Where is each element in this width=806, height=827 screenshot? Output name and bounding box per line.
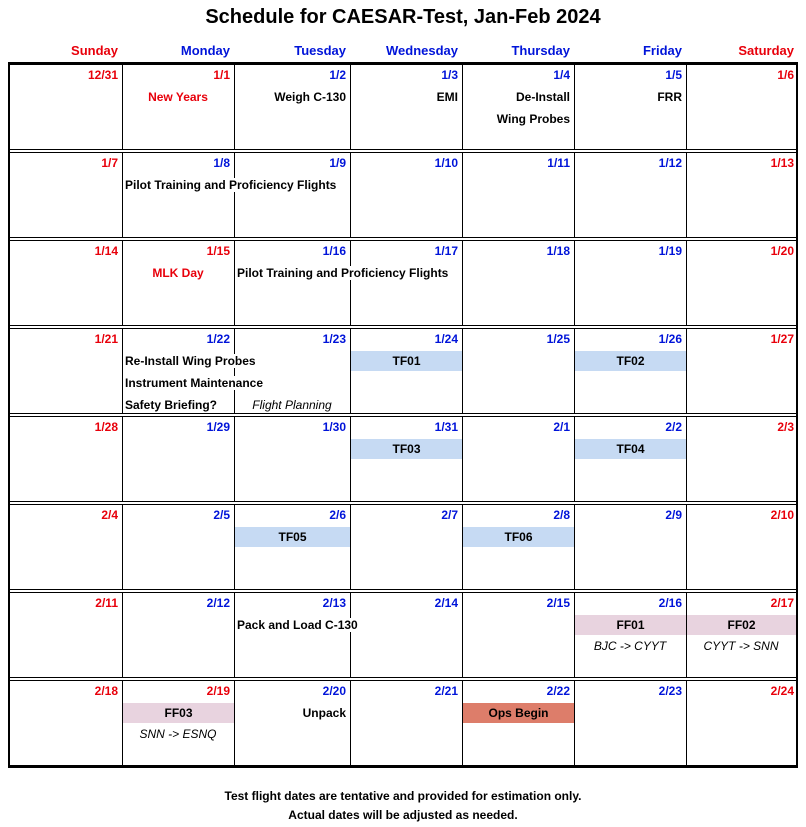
event-pack-and-load: Pack and Load C-130 <box>237 618 358 632</box>
day-number: 2/6 <box>329 508 346 522</box>
event-emi: EMI <box>436 90 458 104</box>
day-number: 2/8 <box>553 508 570 522</box>
day-number: 2/20 <box>322 684 346 698</box>
day-number: 1/28 <box>94 420 118 434</box>
day-number: 1/1 <box>213 68 230 82</box>
flight-bar-ff03: FF03 <box>123 703 234 723</box>
day-number: 2/10 <box>770 508 794 522</box>
day-header-saturday: Saturday <box>738 43 794 58</box>
event-mlk-day: MLK Day <box>152 266 204 280</box>
event-unpack: Unpack <box>302 706 346 720</box>
event-pilot-training: Pilot Training and Proficiency Flights <box>237 266 449 280</box>
page-title: Schedule for CAESAR-Test, Jan-Feb 2024 <box>205 6 601 28</box>
flight-bar-tf06: TF06 <box>463 527 574 547</box>
day-number: 2/21 <box>434 684 458 698</box>
day-number: 2/18 <box>94 684 118 698</box>
footer-note-line1: Test flight dates are tentative and provided for estimation only. <box>224 789 582 803</box>
event-weigh-c130: Weigh C-130 <box>274 90 346 104</box>
flight-bar-ff01: FF01 <box>575 615 686 635</box>
day-number: 2/17 <box>770 596 794 610</box>
day-number: 2/2 <box>665 420 682 434</box>
day-number: 2/9 <box>665 508 682 522</box>
day-header-friday: Friday <box>642 43 682 58</box>
day-number: 1/29 <box>206 420 230 434</box>
day-number: 1/8 <box>213 156 230 170</box>
day-number: 1/18 <box>546 244 570 258</box>
day-header-monday: Monday <box>180 43 230 58</box>
day-number: 1/24 <box>434 332 458 346</box>
flight-bar-tf01: TF01 <box>351 351 462 371</box>
event-instrument-maintenance: Instrument Maintenance <box>125 376 264 390</box>
day-number: 1/2 <box>329 68 346 82</box>
event-new-years: New Years <box>148 90 208 104</box>
day-number: 1/9 <box>329 156 346 170</box>
day-header-thursday: Thursday <box>511 43 570 58</box>
event-deinstall-wing-probes: Wing Probes <box>496 112 570 126</box>
flight-bar-tf02: TF02 <box>575 351 686 371</box>
day-number: 1/30 <box>322 420 346 434</box>
calendar-grid <box>8 62 798 768</box>
day-number: 1/12 <box>658 156 682 170</box>
week-row <box>10 152 796 238</box>
day-number: 1/7 <box>101 156 118 170</box>
event-flight-planning: Flight Planning <box>252 398 332 412</box>
event-reinstall-wing-probes: Re-Install Wing Probes <box>125 354 256 368</box>
week-row <box>10 680 796 766</box>
day-number: 1/15 <box>206 244 230 258</box>
event-safety-briefing: Safety Briefing? <box>125 398 218 412</box>
day-number: 1/4 <box>553 68 570 82</box>
day-number: 1/6 <box>777 68 794 82</box>
day-number: 2/11 <box>95 596 118 610</box>
day-number: 1/22 <box>206 332 230 346</box>
day-number: 1/3 <box>441 68 458 82</box>
day-number: 2/22 <box>546 684 570 698</box>
route-ff02: CYYT -> SNN <box>703 639 779 653</box>
flight-bar-tf04: TF04 <box>575 439 686 459</box>
day-number: 2/19 <box>206 684 230 698</box>
day-number: 1/25 <box>546 332 570 346</box>
footer-note-line2: Actual dates will be adjusted as needed. <box>288 808 518 822</box>
day-number: 1/5 <box>665 68 682 82</box>
event-frr: FRR <box>657 90 682 104</box>
day-number: 1/20 <box>770 244 794 258</box>
day-header-sunday: Sunday <box>71 43 118 58</box>
day-number: 2/24 <box>770 684 794 698</box>
day-number: 1/31 <box>434 420 458 434</box>
week-row <box>10 328 796 414</box>
event-deinstall: De-Install <box>515 90 570 104</box>
day-number: 1/21 <box>94 332 118 346</box>
day-number: 1/23 <box>322 332 346 346</box>
day-header-wednesday: Wednesday <box>385 43 458 58</box>
day-number: 2/5 <box>213 508 230 522</box>
route-ff01: BJC -> CYYT <box>593 639 667 653</box>
week-row <box>10 592 796 678</box>
day-number: 1/27 <box>770 332 794 346</box>
day-number: 2/12 <box>206 596 230 610</box>
day-number: 1/17 <box>434 244 458 258</box>
day-number: 2/1 <box>553 420 570 434</box>
ops-begin-bar: Ops Begin <box>463 703 574 723</box>
day-number: 1/14 <box>94 244 118 258</box>
week-row <box>10 64 796 150</box>
day-number: 1/19 <box>658 244 682 258</box>
day-number: 2/14 <box>434 596 458 610</box>
day-number: 1/11 <box>547 156 570 170</box>
day-number: 1/26 <box>658 332 682 346</box>
day-number: 2/13 <box>322 596 346 610</box>
day-number: 12/31 <box>87 68 118 82</box>
day-number: 2/7 <box>441 508 458 522</box>
week-row <box>10 416 796 502</box>
day-number: 1/16 <box>322 244 346 258</box>
flight-bar-tf03: TF03 <box>351 439 462 459</box>
week-row <box>10 240 796 326</box>
day-number: 1/13 <box>770 156 794 170</box>
event-pilot-training: Pilot Training and Proficiency Flights <box>125 178 337 192</box>
route-ff03: SNN -> ESNQ <box>139 727 217 741</box>
day-number: 2/15 <box>546 596 570 610</box>
flight-bar-tf05: TF05 <box>235 527 350 547</box>
day-number: 2/3 <box>777 420 794 434</box>
day-header-tuesday: Tuesday <box>294 43 346 58</box>
day-number: 2/4 <box>101 508 118 522</box>
day-number: 2/16 <box>658 596 682 610</box>
flight-bar-ff02: FF02 <box>687 615 796 635</box>
week-row <box>10 504 796 590</box>
day-number: 2/23 <box>658 684 682 698</box>
day-number: 1/10 <box>434 156 458 170</box>
